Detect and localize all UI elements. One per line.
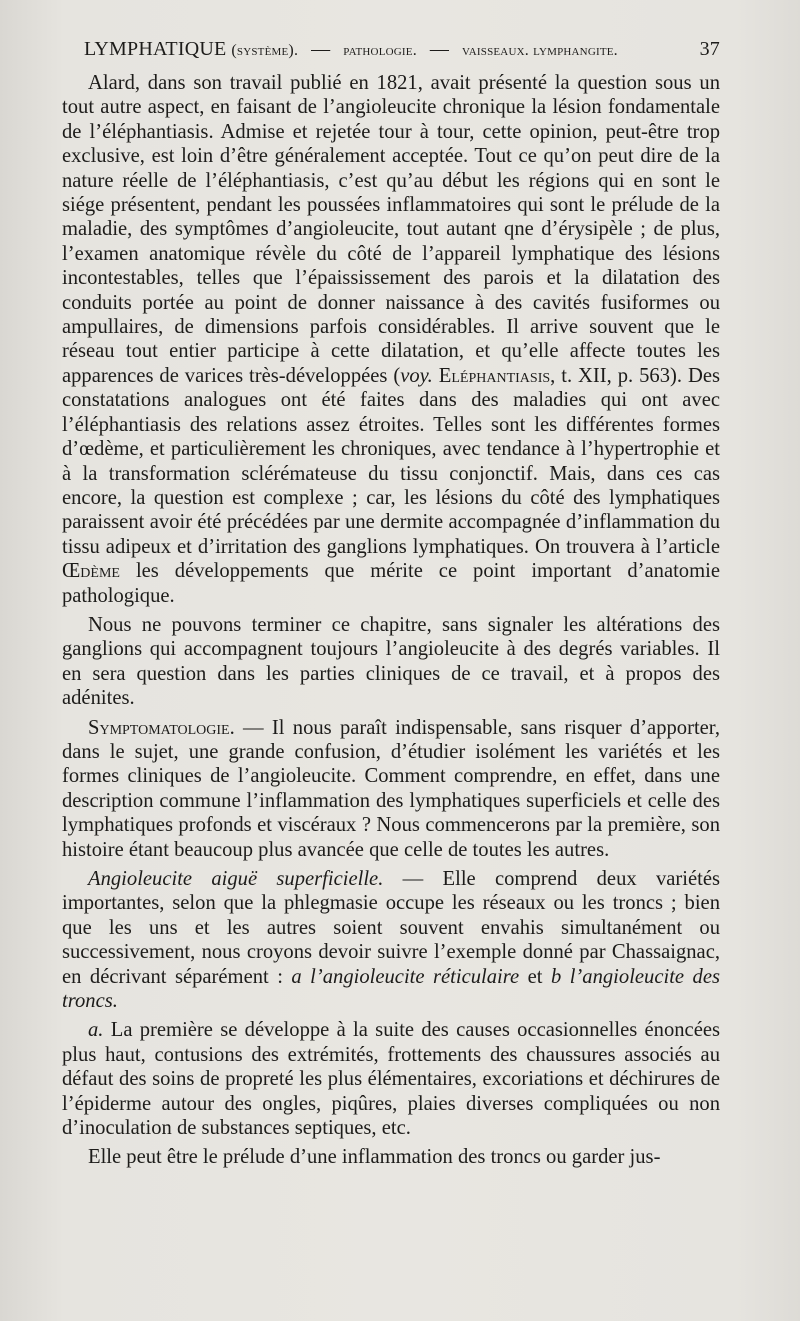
header-left: [84, 38, 618, 61]
p5-text: La première se développe à la suite des causes occasionnelles énoncées plus haut, contusions des extrémités, frottements des chaussures associés au défaut des soins de propreté les plus élémentaires, excoriations et déchirures de l’épiderme autour des ongles, piqûres, plaies diverses compliquées ou non d’inoculation de substances septiques, etc.: [62, 1019, 720, 1140]
p1-text-b: , t. XII, p. 563). Des constatations analogues ont été faites dans des maladies qui ont avec l’éléphantiasis des relations assez étroites. Telles sont les différentes formes d’œdème, et particulièrement les chroniques, avec tendance à l’hypertrophie et à la transformation sclérémateuse du tissu conjonctif. Mais, dans ces cas encore, la question est complexe ; car, les lésions du côté des lymphatiques paraissent avoir été précédées par une dermite accompagnée d’inflammation du tissu adipeux et d’irritation des ganglions lymphatiques. On trouvera à l’article: [62, 364, 720, 558]
p1-text-c: les développements que mérite ce point important d’anatomie pathologique.: [62, 560, 720, 607]
section-heading-angioleucite: Angioleucite aiguë superficielle.: [88, 868, 384, 890]
header-system: (système).: [231, 42, 299, 59]
p1-oedeme: Œdème: [62, 560, 120, 583]
page-number: 37: [699, 38, 720, 60]
header-dash-1: —: [311, 39, 331, 60]
header-dash-2: —: [429, 39, 450, 60]
header-title: LYMPHATIQUE: [84, 38, 227, 60]
header-vaisseaux: vaisseaux. lymphangite.: [462, 42, 618, 59]
p4-letter-a: a: [291, 965, 302, 988]
p4-et: et: [519, 965, 551, 988]
paragraph-3: [62, 716, 720, 862]
header-pathologie: pathologie.: [343, 42, 417, 59]
running-header: [62, 38, 720, 61]
p4-letter-b: b: [550, 965, 562, 988]
paragraph-2: Nous ne pouvons terminer ce chapitre, sans signaler les altérations des ganglions qui accompagnent toujours l’angioleucite à des degrés variables. Il en sera question dans les parties cliniques de ce travail, et à propos des adénites.: [62, 613, 720, 710]
paragraph-4: [62, 867, 720, 1013]
p1-text: Alard, dans son travail publié en 1821, avait présenté la question sous un tout autre aspect, en faisant de l’angioleucite chronique la lésion fondamentale de l’éléphantiasis. Admise et rejetée tour à tour, cette opinion, peut-être trop exclusive, est loin d’être généralement acceptée. Tout ce qu’on peut dire de la nature réelle de l’éléphantiasis, c’est qu’au début les régions qui en sont le siége présentent, pendant les poussées inflammatoires qui sont le prélude de la maladie, des symptômes d’angioleucite, tout autant qne d’érysipèle ; de plus, l’examen anatomique révèle du côté de l’appareil lymphatique des lésions incontestables, telles que l’épaississement des parois et la dilatation des conduits portée au point de donner naissance à des cavités fusiformes ou ampullaires, de dimensions parfois considérables. Il arrive souvent que le réseau tout entier participe à cette dilatation, et qu’elle affecte toutes les apparences de varices très-développées (: [62, 72, 720, 387]
section-heading-symptomatologie: Symptomatologie.: [88, 716, 235, 739]
body-text: [62, 71, 720, 1170]
paragraph-6: Elle peut être le prélude d’une inflammation des troncs ou garder jus-: [88, 1146, 661, 1169]
paragraph-1: [62, 71, 720, 608]
p5-letter: a.: [88, 1019, 104, 1042]
p4-troncs: l’angioleucite des troncs.: [62, 965, 720, 1013]
p4-reticulaire: l’angioleucite réticulaire: [310, 965, 520, 988]
p4-text: — Elle comprend deux variétés importantes, selon que la phlegmasie occupe les réseaux ou les troncs ; bien que les uns et les autres soient souvent envahis simultanément ou successivement, nous croyons devoir suivre l’exemple donné par Chassaignac, en décrivant séparément :: [62, 868, 720, 988]
p3-text: — Il nous paraît indispensable, sans risquer d’apporter, dans le sujet, une grande confusion, d’étudier isolément les variétés et les formes cliniques de l’angioleucite. Comment comprendre, en effet, dans une description commune l’inflammation des lymphatiques superficiels et celle des lymphatiques profonds et viscéraux ? Nous commencerons par la première, son histoire étant beaucoup plus avancée que celle de toutes les autres.: [62, 716, 720, 861]
paragraph-5: [62, 1018, 720, 1140]
p1-elephantiasis: Eléphantiasis: [438, 364, 551, 387]
p1-voy: voy.: [400, 364, 433, 387]
